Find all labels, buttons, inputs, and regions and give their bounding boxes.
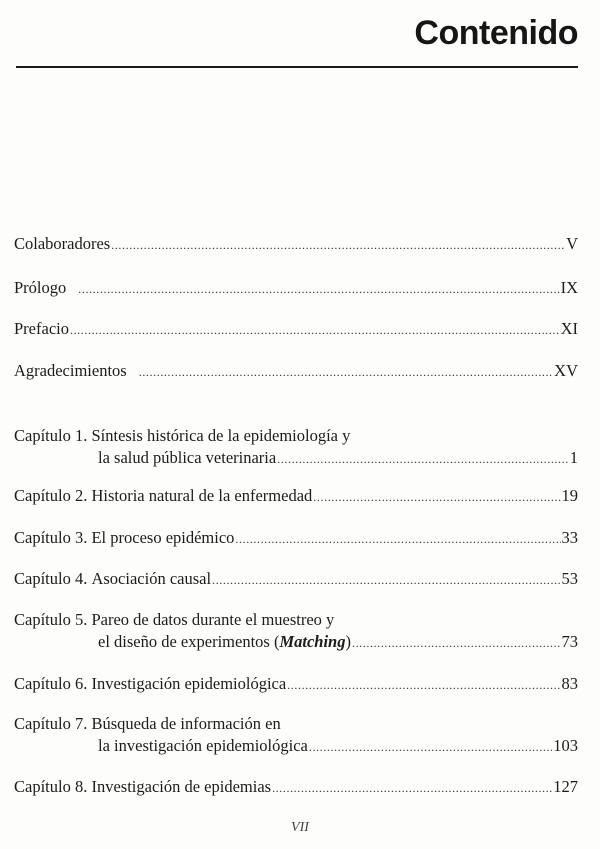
toc-entry-title: Prólogo [14,278,67,297]
toc-entry-page: XI [560,319,578,338]
toc-entry-chapter-3[interactable] [14,527,578,550]
toc-entry-chapter-5[interactable] [14,609,578,654]
chapter-label: Capítulo 2. [14,486,88,505]
toc-entry-page: IX [560,278,578,297]
chapter-page: 53 [561,569,578,588]
page-title: Contenido [414,14,578,52]
chapter-title-line2-suffix: ) [345,632,351,651]
dot-leader [287,674,560,696]
chapter-title: Investigación de epidemias [91,777,272,796]
toc-entry-chapter-2[interactable] [14,485,578,508]
dot-leader [272,777,552,799]
chapter-page: 103 [553,736,578,755]
chapter-label: Capítulo 5. [14,610,88,629]
chapter-title: Asociación causal [91,569,212,588]
dot-leader [277,448,569,470]
toc-entry-chapter-4[interactable] [14,568,578,591]
chapter-label: Capítulo 3. [14,528,88,547]
dot-leader [78,278,559,300]
chapter-title-line2: la salud pública veterinaria [98,448,277,467]
toc-entry-title: Prefacio [14,319,69,338]
toc-entry-title: Agradecimientos [14,361,127,380]
toc-entry-prefacio[interactable] [14,318,578,341]
chapter-label: Capítulo 6. [14,674,88,693]
dot-leader [235,528,560,550]
toc-entry-agradecimientos[interactable] [14,360,578,383]
chapter-title-line2-prefix: el diseño de experimentos ( [98,632,280,651]
page-number: VII [291,820,309,835]
dot-leader [139,361,553,383]
toc-entry-title: Colaboradores [14,234,111,253]
dot-leader [70,319,560,341]
chapter-label: Capítulo 7. [14,714,88,733]
chapter-title: Historia natural de la enfermedad [91,486,313,505]
dot-leader [212,569,560,591]
chapter-page: 19 [561,486,578,505]
toc-entry-prologo[interactable] [14,277,578,300]
chapter-title-line2 [98,631,351,653]
toc-entry-page: XV [554,361,578,380]
dot-leader [111,234,565,256]
chapter-page: 33 [561,528,578,547]
chapter-title-line1: Síntesis histórica de la epidemiología y [91,426,351,445]
title-rule [16,66,578,68]
chapter-title: Investigación epidemiológica [91,674,287,693]
dot-leader [313,486,560,508]
chapter-label: Capítulo 1. [14,426,88,445]
chapter-label: Capítulo 4. [14,569,88,588]
chapter-label: Capítulo 8. [14,777,88,796]
toc-entry-chapter-8[interactable] [14,776,578,799]
chapter-title-emphasis: Matching [279,632,346,651]
chapter-title-line2: la investigación epidemiológica [98,736,308,755]
dot-leader [309,736,552,758]
chapter-title: El proceso epidémico [91,528,235,547]
chapter-title-line1: Búsqueda de información en [91,714,281,733]
chapter-title-line1: Pareo de datos durante el muestreo y [91,610,335,629]
chapter-page: 127 [553,777,578,796]
toc-entry-chapter-1[interactable] [14,425,578,470]
toc-entry-colaboradores[interactable] [14,233,578,256]
chapter-page: 1 [569,448,578,467]
chapter-page: 73 [561,632,578,651]
chapter-page: 83 [561,674,578,693]
toc-entry-page: V [566,234,578,253]
toc-entry-chapter-7[interactable] [14,713,578,758]
toc-entry-chapter-6[interactable] [14,673,578,696]
dot-leader [352,632,561,654]
